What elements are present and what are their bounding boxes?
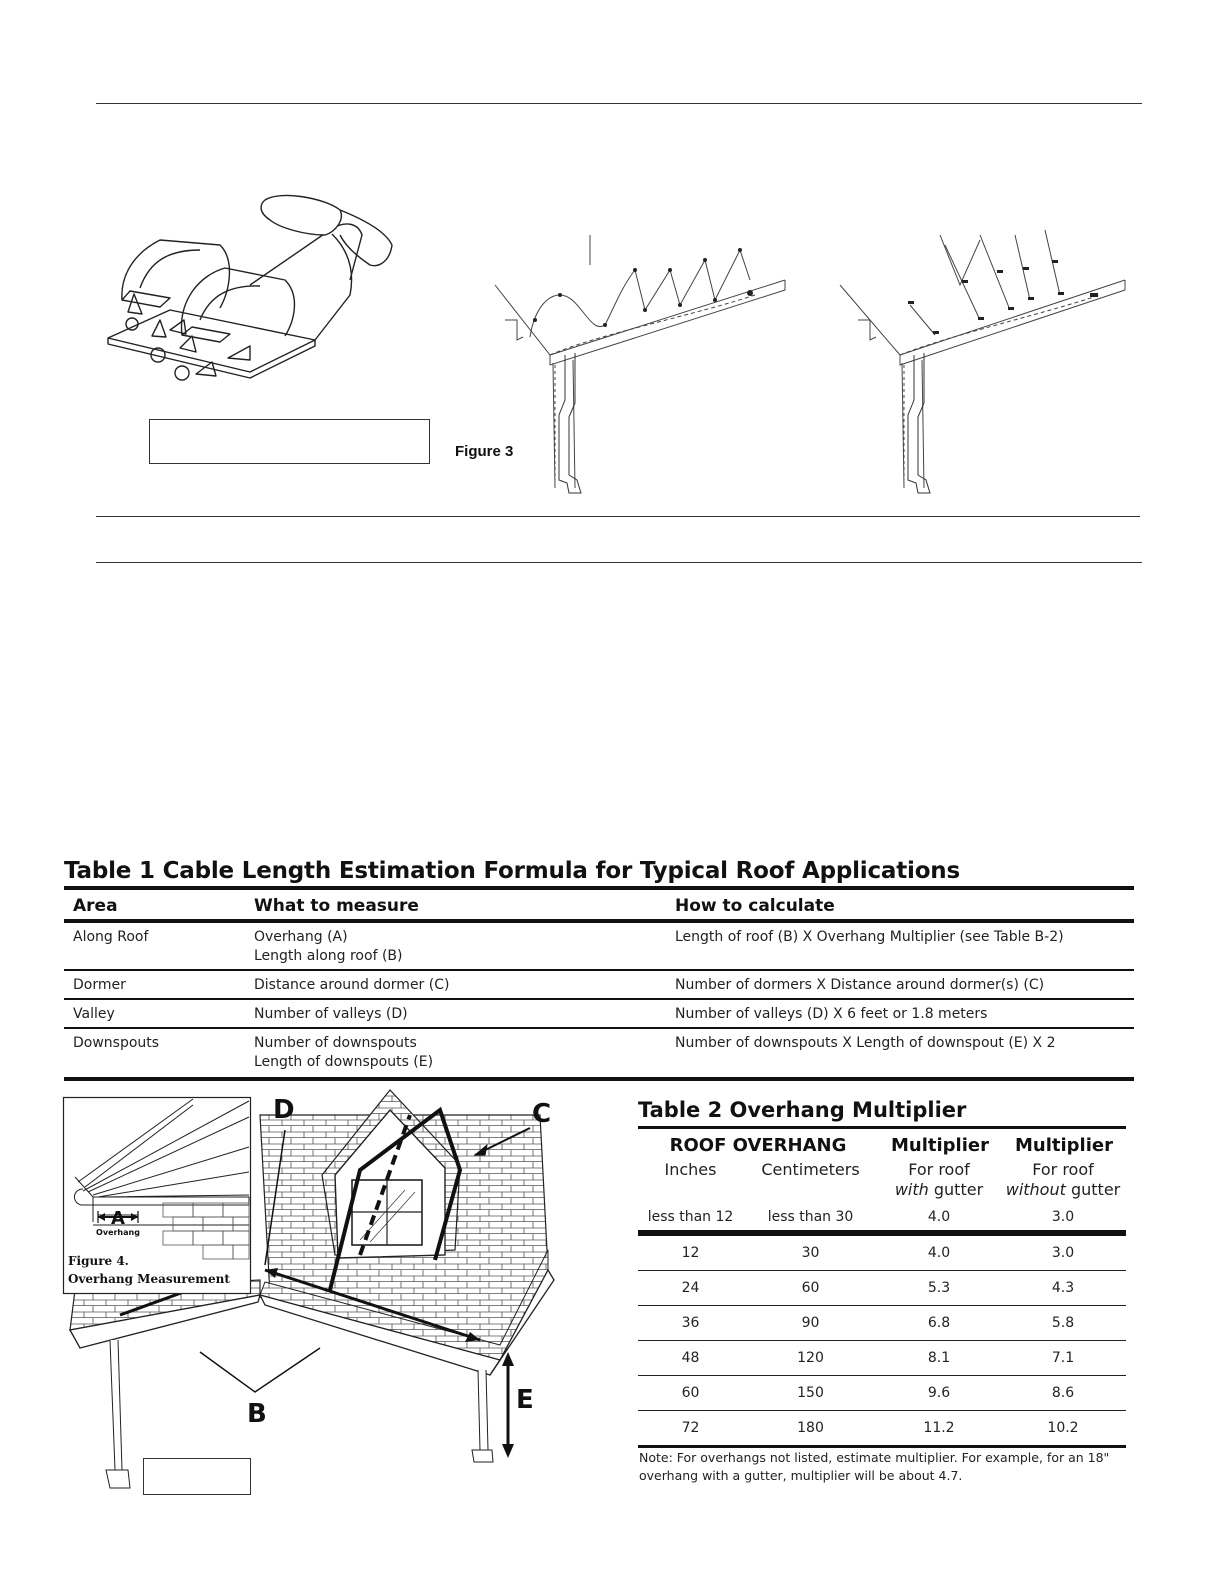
table2-cell: 24 [681, 1280, 700, 1296]
table2-header-multiplier-gutter: Multiplier [891, 1135, 989, 1156]
table2-cell: 10.2 [1047, 1420, 1079, 1436]
table1-header-area: Area [73, 896, 118, 916]
overhang-inset [63, 1097, 251, 1294]
figure4-subtitle: Overhang Measurement [68, 1272, 230, 1286]
table-row [64, 1000, 1134, 1027]
table1-cell-measure-line: Overhang (A) [254, 929, 348, 945]
mid-rule-2 [96, 562, 1142, 563]
figure4-label-e: E [516, 1385, 534, 1415]
table2 [638, 1126, 1126, 1448]
figure4-caption-box [143, 1458, 251, 1495]
roof-zigzag-cable-drawing [495, 225, 795, 495]
table-row [64, 923, 1134, 969]
table2-header-row [638, 1129, 1126, 1156]
table2-subheader-for-roof: For roof [908, 1160, 970, 1179]
table2-cell: less than 30 [767, 1209, 854, 1225]
table2-cell: 5.8 [1051, 1315, 1075, 1331]
figure4-title: Figure 4. [68, 1254, 129, 1268]
table-row [638, 1411, 1126, 1445]
roof-straight-cable-drawing [840, 225, 1130, 495]
table2-cell: 120 [797, 1350, 824, 1366]
table1-cell-measure-line: Number of downspouts [254, 1035, 417, 1051]
table-row [638, 1376, 1126, 1410]
table1-cell-calc: Number of downspouts X Length of downspout (E) X 2 [675, 1035, 1056, 1051]
table2-bottom-rule [638, 1445, 1126, 1448]
table-row [64, 1029, 1134, 1077]
table2-cell: 72 [681, 1420, 700, 1436]
top-rule [96, 103, 1142, 104]
table2-cell: 6.8 [927, 1315, 951, 1331]
table2-cell: 90 [801, 1315, 820, 1331]
table1-cell-area: Along Roof [73, 929, 149, 945]
table2-header-multiplier-no-gutter: Multiplier [1015, 1135, 1113, 1156]
figure4-label-d: D [273, 1095, 295, 1125]
figure4-label-b: B [247, 1399, 267, 1429]
table1-header-measure: What to measure [254, 896, 419, 916]
table2-cell: 9.6 [927, 1385, 951, 1401]
figure4-label-c: C [532, 1099, 552, 1129]
table1-cell-calc: Number of valleys (D) X 6 feet or 1.8 meters [675, 1006, 988, 1022]
table2-cell: 4.0 [927, 1245, 951, 1261]
table1-cell-measure-line: Length along roof (B) [254, 948, 403, 964]
table-row [638, 1341, 1126, 1375]
table1-header-calc: How to calculate [675, 896, 835, 916]
table1-bottom-rule [64, 1077, 1134, 1081]
table1-cell-measure: Number of valleys (D) [254, 1006, 408, 1022]
table-row [638, 1236, 1126, 1270]
table2-subheader-blank [743, 1180, 878, 1200]
roof-clip-drawing [100, 190, 400, 390]
table-row [638, 1306, 1126, 1340]
table2-cell: 3.0 [1051, 1209, 1075, 1225]
table2-cell: 8.1 [927, 1350, 951, 1366]
table2-subheader-blank [638, 1180, 743, 1200]
table1-cell-measure [254, 928, 675, 966]
figure-3-label: Figure 3 [455, 443, 514, 460]
table-row [638, 1200, 1126, 1230]
table2-cell: 3.0 [1051, 1245, 1075, 1261]
table1-cell-calc: Length of roof (B) X Overhang Multiplier (see Table B-2) [675, 929, 1064, 945]
table2-cell: 4.0 [927, 1209, 951, 1225]
mid-rule-1 [96, 516, 1140, 517]
table2-subheader-for-roof: For roof [1032, 1160, 1094, 1179]
table2-cell: 30 [801, 1245, 820, 1261]
table1 [64, 886, 1134, 1081]
table1-cell-measure [254, 1034, 675, 1074]
table2-cell: 48 [681, 1350, 700, 1366]
table2-subheader-without-gutter: without gutter [1005, 1180, 1121, 1199]
overhang-text: Overhang [96, 1228, 140, 1237]
table1-cell-measure-line: Length of downspouts (E) [254, 1054, 434, 1070]
table2-title: Table 2 Overhang Multiplier [638, 1098, 967, 1122]
table2-cell: 36 [681, 1315, 700, 1331]
table2-subheader-inches: Inches [664, 1160, 717, 1179]
table2-note: Note: For overhangs not listed, estimate multiplier. For example, for an 18" overhang with a gutter, multiplier will be about 4.7. [639, 1450, 1110, 1483]
table2-cell: 180 [797, 1420, 824, 1436]
table2-cell: 4.3 [1051, 1280, 1075, 1296]
table1-cell-area: Valley [73, 1006, 115, 1022]
table2-subheader-row-2 [638, 1180, 1126, 1200]
table2-cell: 8.6 [1051, 1385, 1075, 1401]
table2-cell: less than 12 [647, 1209, 734, 1225]
overhang-letter: A [111, 1208, 125, 1229]
table1-cell-measure: Distance around dormer (C) [254, 977, 450, 993]
table1-title: Table 1 Cable Length Estimation Formula for Typical Roof Applications [64, 858, 960, 884]
table2-subheader-cm: Centimeters [761, 1160, 860, 1179]
table2-cell: 150 [797, 1385, 824, 1401]
table2-header-overhang: ROOF OVERHANG [669, 1135, 847, 1156]
table1-cell-calc: Number of dormers X Distance around dormer(s) (C) [675, 977, 1045, 993]
table-row [64, 971, 1134, 998]
table2-subheader-row [638, 1160, 1126, 1180]
figure-caption-box [149, 419, 430, 464]
table1-cell-area: Downspouts [73, 1035, 160, 1051]
table2-cell: 11.2 [923, 1420, 955, 1436]
table2-cell: 60 [681, 1385, 700, 1401]
table2-subheader-with-gutter: with gutter [894, 1180, 984, 1199]
table2-cell: 12 [681, 1245, 700, 1261]
table2-cell: 5.3 [927, 1280, 951, 1296]
table2-cell: 60 [801, 1280, 820, 1296]
table2-cell: 7.1 [1051, 1350, 1075, 1366]
table1-cell-area: Dormer [73, 977, 126, 993]
table-row [638, 1271, 1126, 1305]
table1-header-row [64, 890, 1134, 919]
